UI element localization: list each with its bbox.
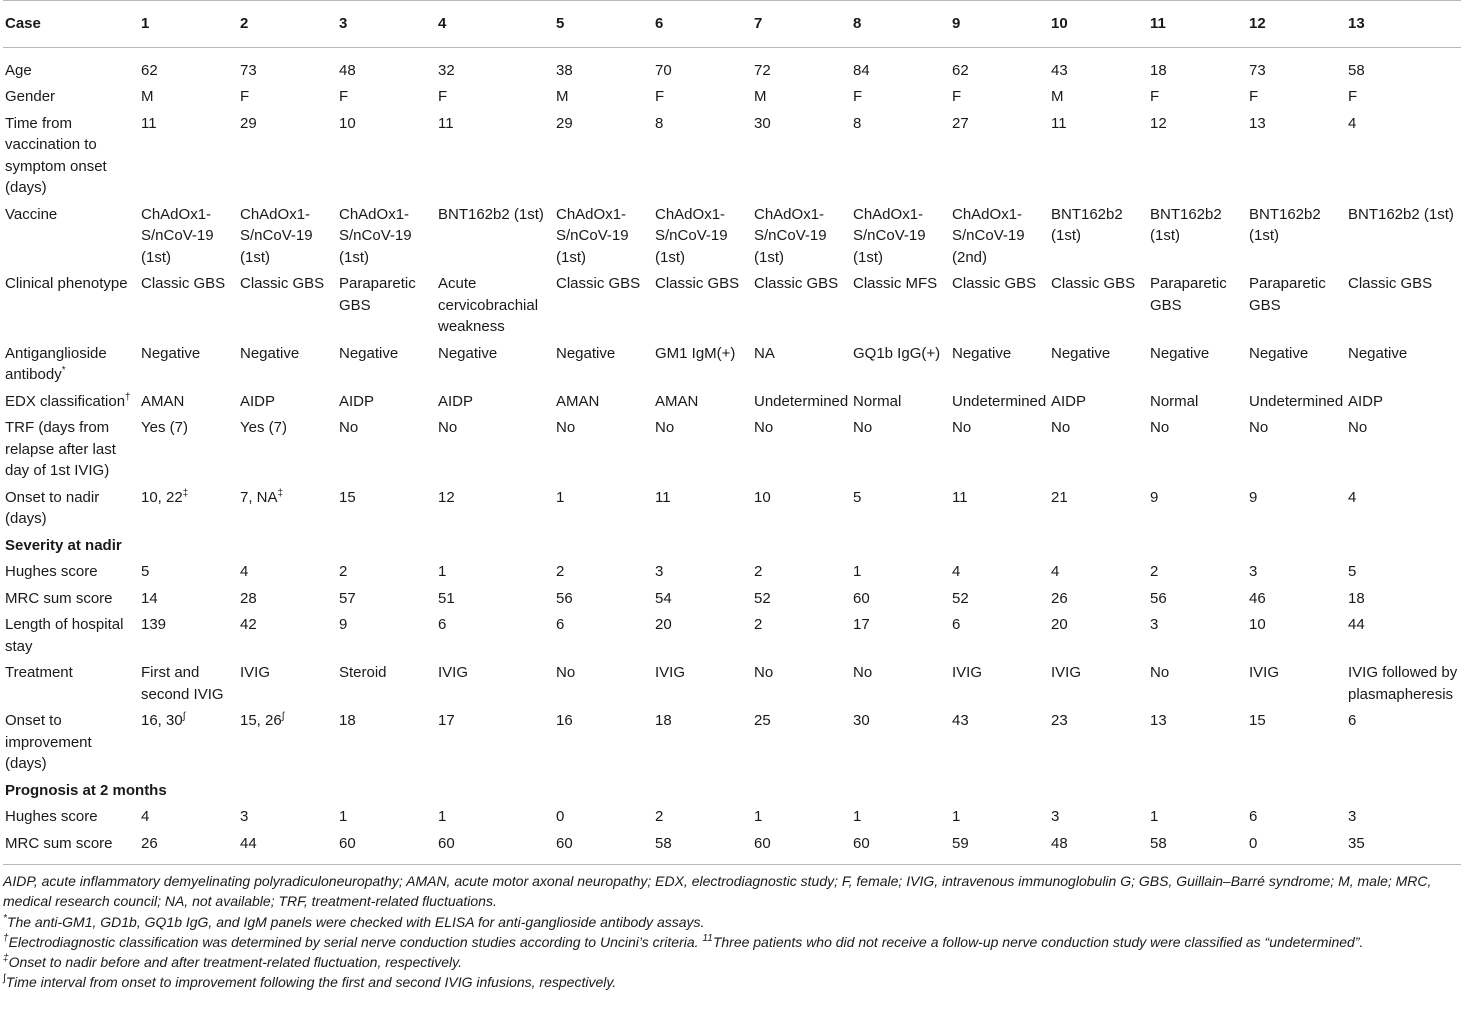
table-cell: 60: [556, 834, 573, 852]
table-cell: Yes (7): [240, 419, 287, 436]
row-label: Onset to nadir (days): [5, 488, 100, 527]
table-cell: Normal: [1150, 392, 1199, 410]
table-cell: 0: [556, 808, 565, 825]
table-cell: Paraparetic GBS: [339, 275, 416, 314]
table-cell: AIDP: [240, 392, 276, 410]
table-cell: Yes (7): [141, 419, 188, 436]
table-cell: Undetermined: [1249, 392, 1344, 410]
table-cell: 46: [1249, 589, 1266, 607]
header-case-2: 2: [240, 15, 249, 32]
table-cell: 1: [853, 808, 862, 825]
row-label: Time from vaccination to symptom onset (days): [5, 114, 107, 196]
table-cell: F: [952, 88, 962, 105]
table-cell: IVIG: [655, 664, 686, 681]
table-cell: No: [1051, 419, 1071, 436]
table-cell: AIDP: [1348, 392, 1384, 410]
table-cell: No: [754, 419, 774, 436]
table-cell: IVIG: [1249, 664, 1280, 681]
table-cell: Classic GBS: [240, 275, 325, 292]
table-cell: 23: [1051, 712, 1068, 729]
table-cell: 3: [1150, 616, 1159, 633]
table-row-vaccine: [3, 204, 1461, 274]
table-cell: No: [754, 664, 774, 681]
table-cell: Classic GBS: [141, 275, 226, 292]
table-row-stay: [3, 614, 1461, 662]
table-cell: No: [952, 419, 972, 436]
table-cell: IVIG: [952, 664, 983, 681]
table-cell: 10: [754, 488, 771, 506]
table-cell: 72: [754, 61, 771, 79]
row-label: Antiganglioside antibody*: [5, 344, 107, 383]
table-cell: Negative: [240, 344, 300, 362]
header-case-7: 7: [754, 15, 763, 32]
table-row-hughes-2m: [3, 806, 1461, 833]
table-cell: 2: [655, 808, 664, 825]
footnote-mark: †: [125, 391, 131, 403]
table-cell: 2: [556, 563, 565, 580]
table-cell: ChAdOx1-S/nCoV-19 (1st): [240, 205, 313, 266]
table-cell: IVIG: [240, 664, 271, 681]
table-cell: No: [556, 664, 576, 681]
table-cell: 21: [1051, 488, 1068, 506]
table-cell: 13: [1150, 712, 1167, 729]
table-cell: 9: [1249, 488, 1258, 506]
table-cell: 62: [952, 61, 969, 79]
table-cell: 3: [1348, 808, 1357, 825]
table-cell: 29: [556, 114, 573, 132]
table-cell: ChAdOx1-S/nCoV-19 (1st): [141, 205, 214, 266]
table-cell: 9: [339, 616, 348, 633]
table-cell: F: [853, 88, 863, 105]
table-cell: No: [1150, 419, 1170, 436]
table-cell: Acute cervicobrachial weakness: [438, 275, 539, 335]
table-cell: 17: [438, 712, 455, 729]
table-cell: BNT162b2 (1st): [1348, 205, 1454, 223]
table-cell: 18: [1348, 589, 1365, 607]
row-label: Hughes score: [5, 808, 98, 825]
footnote-double-dagger: ‡Onset to nadir before and after treatment-related fluctuation, respectively.: [3, 953, 462, 971]
table-cell: 17: [853, 616, 870, 633]
row-label: MRC sum score: [5, 834, 113, 852]
table-cell: Classic GBS: [556, 275, 641, 292]
table-cell: 18: [339, 712, 356, 729]
table-cell: 44: [1348, 616, 1365, 633]
table-cell: Negative: [1249, 344, 1309, 362]
table-cell: F: [1348, 88, 1358, 105]
table-header-row: [3, 1, 1461, 48]
table-cell: No: [1249, 419, 1269, 436]
table-cell: 6: [556, 616, 565, 633]
row-label: Hughes score: [5, 563, 98, 580]
table-cell: 60: [754, 834, 771, 852]
header-case-5: 5: [556, 15, 565, 32]
table-row-hughes-nadir: [3, 561, 1461, 588]
table-cell: 7, NA‡: [240, 487, 284, 506]
table-cell: 27: [952, 114, 969, 132]
table-cell: 10, 22‡: [141, 487, 189, 506]
footnote-mark: ‡: [277, 487, 284, 499]
table-cell: Negative: [952, 344, 1012, 362]
table-cell: 20: [655, 616, 672, 633]
table-cell: 18: [1150, 61, 1167, 79]
table-cell: 2: [754, 616, 763, 633]
table-cell: 11: [438, 114, 454, 132]
table-cell: 54: [655, 589, 672, 607]
table-cell: No: [438, 419, 458, 436]
table-cell: No: [339, 419, 359, 436]
table-cell: 10: [1249, 616, 1266, 633]
table-cell: 9: [1150, 488, 1159, 506]
table-cell: 10: [339, 114, 356, 132]
footnote-star: *The anti-GM1, GD1b, GQ1b IgG, and IgM panels were checked with ELISA for anti-ganglioside antibody assays.: [3, 912, 705, 930]
table-cell: Negative: [141, 344, 201, 362]
table-cell: 15: [1249, 712, 1266, 729]
table-cell: NA: [754, 344, 775, 362]
table-cell: 35: [1348, 834, 1365, 852]
header-case-8: 8: [853, 15, 862, 32]
table-cell: 5: [1348, 563, 1357, 580]
table-cell: 57: [339, 589, 356, 607]
row-label: Clinical phenotype: [5, 275, 128, 292]
table-cell: 60: [438, 834, 455, 852]
header-case-12: 12: [1249, 15, 1266, 32]
table-cell: AIDP: [339, 392, 375, 410]
table-cell: 15: [339, 488, 356, 506]
table-row-treatment: [3, 662, 1461, 710]
table-cell: Paraparetic GBS: [1150, 275, 1227, 314]
table-row-mrc-nadir: [3, 588, 1461, 615]
header-case-9: 9: [952, 15, 961, 32]
table-cell: 58: [655, 834, 672, 852]
table-cell: F: [240, 88, 250, 105]
table-cell: M: [754, 88, 767, 105]
table-cell: Classic MFS: [853, 275, 938, 292]
table-cell: 1: [438, 808, 447, 825]
table-body: [3, 47, 1461, 865]
table-cell: BNT162b2 (1st): [1249, 205, 1321, 244]
table-cell: 11: [1051, 114, 1067, 132]
table-cell: No: [853, 419, 873, 436]
table-cell: AIDP: [1051, 392, 1087, 410]
footnote-mark: ∫: [182, 711, 186, 722]
table-cell: 51: [438, 589, 455, 607]
header-case-label: Case: [5, 15, 41, 32]
table-cell: Negative: [1051, 344, 1111, 362]
header-case-11: 11: [1150, 15, 1166, 32]
table-cell: BNT162b2 (1st): [1150, 205, 1222, 244]
table-cell: 1: [1150, 808, 1159, 825]
table-cell: 15, 26∫: [240, 711, 285, 729]
table-row-age: [3, 47, 1461, 86]
table-cell: Classic GBS: [1348, 275, 1433, 292]
section-heading: Severity at nadir: [5, 536, 122, 554]
table-cell: 1: [438, 563, 447, 580]
table-cell: 58: [1150, 834, 1167, 852]
table-cell: ChAdOx1-S/nCoV-19 (1st): [754, 205, 827, 266]
section-heading: Prognosis at 2 months: [5, 781, 167, 799]
table-cell: ChAdOx1-S/nCoV-19 (1st): [853, 205, 926, 266]
table-cell: 6: [438, 616, 447, 633]
table-cell: BNT162b2 (1st): [1051, 205, 1123, 244]
table-cell: 1: [556, 488, 565, 506]
table-cell: 4: [1348, 488, 1357, 506]
table-cell: 38: [556, 61, 573, 79]
table-cell: 52: [952, 589, 969, 607]
table-cell: 52: [754, 589, 771, 607]
row-label: Length of hospital stay: [5, 616, 124, 655]
table-cell: 32: [438, 61, 455, 79]
table-cell: 1: [853, 563, 862, 580]
table-row-onset-nadir: [3, 487, 1461, 535]
table-cell: F: [655, 88, 665, 105]
table-cell: 4: [240, 563, 249, 580]
table-cell: Negative: [556, 344, 616, 362]
header-case-4: 4: [438, 15, 447, 32]
table-cell: 6: [1249, 808, 1258, 825]
row-label: EDX classification†: [5, 391, 131, 410]
table-cell: Steroid: [339, 664, 387, 681]
table-cell: No: [1150, 664, 1170, 681]
table-row-prognosis-heading: [3, 780, 1461, 807]
table-row-trf: [3, 417, 1461, 487]
table-cell: 58: [1348, 61, 1365, 79]
table-cell: 30: [853, 712, 870, 729]
table-cell: 48: [1051, 834, 1068, 852]
table-cell: AMAN: [141, 392, 185, 410]
table-cell: 1: [339, 808, 348, 825]
table-cell: AMAN: [556, 392, 600, 410]
table-cell: 59: [952, 834, 969, 852]
table-cell: 84: [853, 61, 870, 79]
table-cell: M: [1051, 88, 1064, 105]
header-case-13: 13: [1348, 15, 1365, 32]
table-cell: No: [655, 419, 675, 436]
table-row-antibody: [3, 343, 1461, 391]
table-cell: 11: [141, 114, 157, 132]
table-cell: Negative: [1348, 344, 1408, 362]
table-cell: 18: [655, 712, 672, 729]
table-cell: GQ1b IgG(+): [853, 344, 941, 362]
table-cell: 70: [655, 61, 672, 79]
table-row-edx: [3, 391, 1461, 418]
table-cell: 13: [1249, 114, 1266, 132]
table-cell: AMAN: [655, 392, 699, 410]
table-cell: 3: [655, 563, 664, 580]
table-cell: IVIG followed by plasmapheresis: [1348, 664, 1458, 703]
table-cell: 60: [339, 834, 356, 852]
table-row-time-to-onset: [3, 113, 1461, 204]
table-cell: Classic GBS: [952, 275, 1037, 292]
table-cell: Negative: [339, 344, 399, 362]
table-cell: AIDP: [438, 392, 474, 410]
table-cell: 4: [141, 808, 150, 825]
table-cell: Negative: [438, 344, 498, 362]
table-cell: GM1 IgM(+): [655, 344, 736, 362]
table-cell: 28: [240, 589, 257, 607]
table-row-gender: [3, 86, 1461, 113]
table-cell: 3: [1051, 808, 1060, 825]
table-cell: M: [556, 88, 569, 105]
table-row-severity-heading: [3, 535, 1461, 562]
header-case-6: 6: [655, 15, 664, 32]
table-cell: 25: [754, 712, 771, 729]
table-cell: F: [339, 88, 349, 105]
footnote-dagger: †Electrodiagnostic classification was determined by serial nerve conduction studies according to Uncini’s criteria. $^{11}$Three patients who did not receive a follow-up nerve conduction study were classified as “undetermined”.: [3, 932, 1364, 950]
table-cell: BNT162b2 (1st): [438, 205, 544, 223]
table-cell: Undetermined: [754, 392, 849, 410]
table-row-phenotype: [3, 273, 1461, 343]
table-cell: 12: [438, 488, 455, 506]
table-cell: 14: [141, 589, 158, 607]
table-cell: IVIG: [438, 664, 469, 681]
table-cell: No: [556, 419, 576, 436]
table-cell: 60: [853, 589, 870, 607]
table-cell: F: [1150, 88, 1160, 105]
table-cell: 0: [1249, 834, 1258, 852]
footnote-abbreviations: AIDP, acute inflammatory demyelinating polyradiculoneuropathy; AMAN, acute motor axonal neuropathy; EDX, electrodiagnostic study; F, female; IVIG, intravenous immunoglobulin G; GBS, Guillain–Barré syndrome; M, male; MRC, medical research council; NA, not available; TRF, treatment-related fluctuations.: [3, 873, 1432, 910]
table-cell: First and second IVIG: [141, 664, 224, 703]
row-label: TRF (days from relapse after last day of 1st IVIG): [5, 419, 116, 479]
row-label: MRC sum score: [5, 589, 113, 607]
table-cell: ChAdOx1-S/nCoV-19 (1st): [655, 205, 728, 266]
row-label: Onset to improvement (days): [5, 712, 92, 772]
table-cell: F: [1249, 88, 1259, 105]
table-cell: 8: [853, 114, 862, 132]
table-cell: 62: [141, 61, 158, 79]
table-cell: 6: [952, 616, 961, 633]
table-cell: 2: [339, 563, 348, 580]
table-cell: ChAdOx1-S/nCoV-19 (1st): [556, 205, 629, 266]
table-cell: 2: [1150, 563, 1159, 580]
footnote-mark: ‡: [182, 487, 189, 499]
table-cell: 3: [240, 808, 249, 825]
table-cell: 43: [952, 712, 969, 729]
table-cell: 20: [1051, 616, 1068, 633]
table-cell: 73: [1249, 61, 1266, 79]
footnote-mark: *: [61, 365, 66, 376]
row-label: Treatment: [5, 664, 73, 681]
table-cell: Classic GBS: [1051, 275, 1136, 292]
table-cell: 12: [1150, 114, 1167, 132]
header-case-1: 1: [141, 15, 150, 32]
table-cell: IVIG: [1051, 664, 1082, 681]
table-cell: 4: [1348, 114, 1357, 132]
row-label: Vaccine: [5, 205, 58, 223]
table-cell: 3: [1249, 563, 1258, 580]
table-cell: 48: [339, 61, 356, 79]
table-cell: Classic GBS: [655, 275, 740, 292]
table-cell: 26: [1051, 589, 1068, 607]
table-cell: 6: [1348, 712, 1357, 729]
header-case-10: 10: [1051, 15, 1068, 32]
table-cell: 8: [655, 114, 664, 132]
table-cell: M: [141, 88, 154, 105]
row-label: Gender: [5, 88, 56, 105]
table-cell: 5: [853, 488, 862, 506]
header-case-3: 3: [339, 15, 348, 32]
table-row-improvement: [3, 710, 1461, 780]
footnote-integral: ∫Time interval from onset to improvement following the first and second IVIG infusions, respectively.: [3, 973, 617, 991]
table-cell: 30: [754, 114, 771, 132]
table-cell: 1: [754, 808, 763, 825]
table-cell: 42: [240, 616, 257, 633]
table-cell: ChAdOx1-S/nCoV-19 (1st): [339, 205, 412, 266]
table-cell: 26: [141, 834, 158, 852]
table-cell: No: [853, 664, 873, 681]
table-cell: 139: [141, 616, 167, 633]
table-cell: Normal: [853, 392, 902, 410]
clinical-characteristics-table: [3, 0, 1461, 865]
row-label: Age: [5, 61, 32, 79]
table-cell: Classic GBS: [754, 275, 839, 292]
table-cell: 56: [1150, 589, 1167, 607]
table-cell: No: [1348, 419, 1368, 436]
table-cell: 4: [952, 563, 961, 580]
table-cell: 16, 30∫: [141, 711, 186, 729]
table-cell: Negative: [1150, 344, 1210, 362]
table-cell: 56: [556, 589, 573, 607]
footnote-mark: ∫: [281, 711, 285, 722]
table-cell: 2: [754, 563, 763, 580]
table-cell: 29: [240, 114, 257, 132]
table-cell: 16: [556, 712, 573, 729]
table-cell: 44: [240, 834, 257, 852]
table-cell: 73: [240, 61, 257, 79]
table-cell: 11: [655, 488, 671, 506]
table-footnotes: [3, 871, 1461, 993]
table-cell: Paraparetic GBS: [1249, 275, 1326, 314]
table-cell: 1: [952, 808, 961, 825]
table-cell: 5: [141, 563, 150, 580]
table-row-mrc-2m: [3, 833, 1461, 865]
table-cell: 11: [952, 488, 968, 506]
table-cell: 43: [1051, 61, 1068, 79]
table-cell: Undetermined: [952, 392, 1047, 410]
table-cell: 60: [853, 834, 870, 852]
table-cell: F: [438, 88, 448, 105]
table-cell: 4: [1051, 563, 1060, 580]
table-cell: ChAdOx1-S/nCoV-19 (2nd): [952, 205, 1025, 266]
